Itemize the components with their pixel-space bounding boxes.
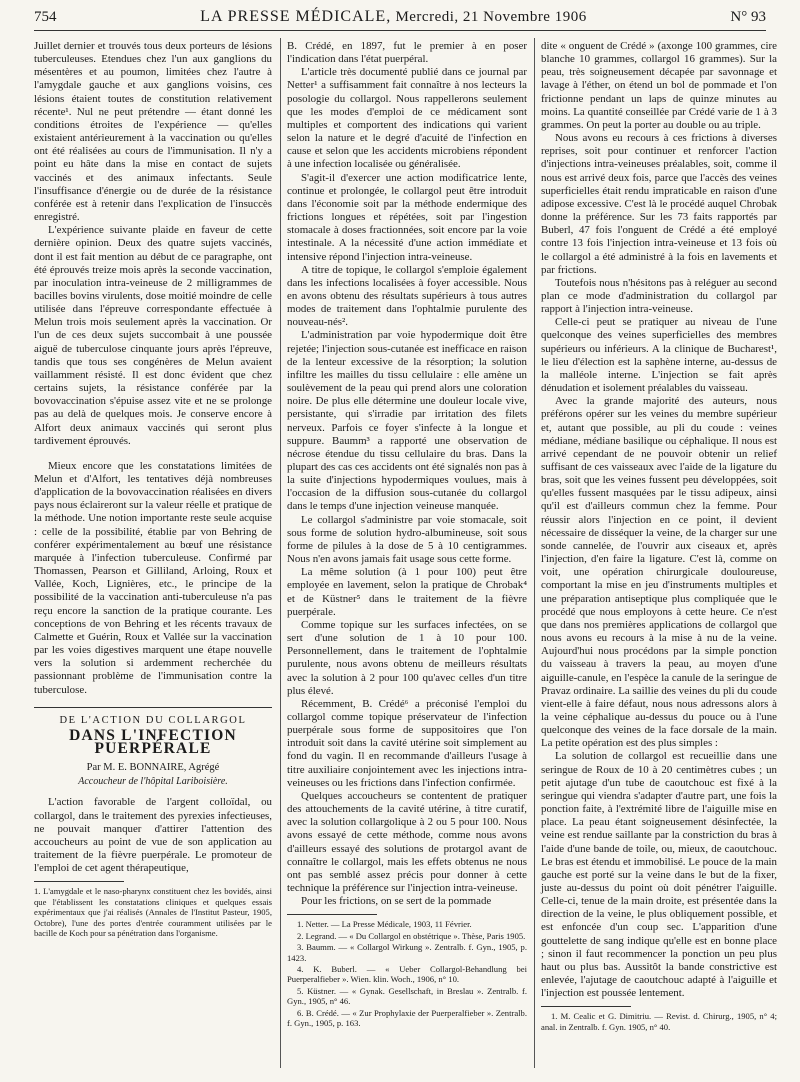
paragraph: Celle-ci peut se pratiquer au niveau de l'une quelconque des veines superficielles des membres supérieurs ou inférieurs. A la clinique de Bucharest¹, le lieu d'élection est la saphène interne, au-dessus de la malléole interne. L'injection se fait après dénudation et isolement préalables du vaisseau. bbox=[541, 316, 777, 395]
page-number: 754 bbox=[34, 9, 57, 25]
article-author: Par M. E. BONNAIRE, Agrégé bbox=[86, 762, 220, 774]
paragraph: L'administration par voie hypodermique doit être rejetée; l'injection sous-cutanée est inefficace en raison de la lenteur excessive de la résorption; la solution infiltre les mailles du tissu cellulaire : elle amène un soulèvement de la peau qui prend alors une coloration noire. De plus elle détermine une douleur locale vive, persistante, qui s'irradie par irritation des filets nerveux. Parfois ce foyer s'infecte à la longue et suppure. Baumm³ a rapporté une observation de nécrose étendue du tissu cellulaire du bras. Dans la plupart des cas ces accidents ont été signalés non pas à la suite d'injections hypodermiques voulues, mais à l'occasion de la diffusion sous-cutanée du collargol dans le temps d'une injection veineuse manquée. bbox=[287, 329, 527, 513]
footnote: 6. B. Crédé. — « Zur Prophylaxie der Puerperalfieber ». Zentralb. f. Gyn., 1905, p. 163. bbox=[287, 1007, 527, 1028]
paragraph: S'agit-il d'exercer une action modificatrice lente, continue et prolongée, le collargol peut être introduit dans l'économie soit par la méthode endermique des frictions longues et répétées, soit par l'ingestion stomacale à doses fractionnées, soit encore par la voie intestinale. A la nécessité d'une action immédiate et intensive répond l'injection intra-veineuse. bbox=[287, 171, 527, 263]
journal-title bbox=[200, 8, 587, 26]
paragraph: Le collargol s'administre par voie stomacale, soit sous forme de solution hydro-albumineuse, soit sous forme de pilules à la dose de 5 à 10 centigrammes. Nous n'en avons jamais fait usage sous cette forme. bbox=[287, 513, 527, 566]
footnote-separator bbox=[287, 914, 377, 915]
footnotes bbox=[34, 886, 272, 938]
footnote: 1. Netter. — La Presse Médicale, 1903, 11 Février. bbox=[297, 919, 472, 930]
divider bbox=[34, 707, 272, 708]
column-left bbox=[34, 40, 272, 1052]
footnote: 4. K. Buberl. — « Ueber Collargol-Behandlung bei Puerperalfieber ». Wien. klin. Woch., 1906, n° 10. bbox=[287, 963, 527, 985]
footnote: 5. Küstner. — « Gynak. Gesellschaft, in Breslau ». Zentralb. f. Gyn., 1905, n° 46. bbox=[287, 985, 527, 1007]
paragraph: Mieux encore que les constatations limitées de Melun et d'Alfort, les tentatives déjà nombreuses d'application de la bovovaccination réalisées en divers pays nous éclaireront sur la valeur réelle et pratique de la méthode. Une notion importante reste seule acquise : celle de la possibilité, établie par von Behring de conférer expérimentalement au bœuf une résistance marquée à l'infection tuberculeuse. Confirmé par Thomassen, Pearson et Gilliland, Arloing, Roux et Vallée, Koch, Lignières, etc., le principe de la possibilité de la vaccination anti-tuberculeuse n'a pas reçu encore la sanction de la pratique courante. Les conceptions de von Behring et les récents travaux de Calmette et Guérin, Roux et Vallée sur la vaccination par les voies digestives marquent une étape nouvelle vers la solution si ardemment recherchée du passionnant problème de l'immunisation contre la tuberculose. bbox=[34, 459, 272, 696]
footnote-separator bbox=[34, 881, 124, 882]
article-heading-block bbox=[34, 707, 272, 789]
paragraph: Juillet dernier et trouvés tous deux porteurs de lésions tuberculeuses. Etendues chez l'un aux ganglions du mésentères et au poumon, limitées chez l'autre à l'amygdale gauche et aux ganglions voisins, ces lésions étaient toutes de constitution relativement récente¹. Nul ne peut prétendre — étant donné les conditions étroites de l'expérience — qu'elles existaient antérieurement à la vaccination ou qu'elles ont été réalisées au cours de l'immunisation. Il n'y a point eu hâte dans la mise en contact de sujets vaccinés et des animaux infectants. Seule l'insuffisance d'énergie ou de durée de la résistance conférée est à retenir dans l'explication de l'insuccès enregistré. bbox=[34, 40, 272, 224]
column-right bbox=[541, 40, 777, 1052]
article-affiliation: Accoucheur de l'hôpital Lariboisière. bbox=[78, 776, 228, 788]
footnote: 3. Baumm. — « Collargol Wirkung ». Zentralb. f. Gyn., 1905, p. 1423. bbox=[287, 942, 527, 963]
paragraph: La même solution (à 1 pour 100) peut être employée en lavement, selon la pratique de Chrobak⁴ et de Küstner⁵ dans le traitement de la fièvre puerpérale. bbox=[287, 566, 527, 618]
paragraph: L'action favorable de l'argent colloïdal, ou collargol, dans le traitement des pyrexies infectieuses, ne pouvait manquer d'attirer l'attention des accoucheurs au point de vue de son application au traitement de la fièvre puerpérale. Le promoteur de l'emploi de cet agent thérapeutique, bbox=[34, 796, 272, 875]
footnote: 1. L'amygdale et le naso-pharynx constituent chez les bovidés, ainsi que l'établissent les constatations cliniques et quelques essais expérimentaux que j'ai réalisés (Annales de l'Institut Pasteur, 1905, Octobre), l'une des portes d'entrée couramment utilisées par le bacille de Koch pour sa pénétration dans l'organisme. bbox=[34, 886, 272, 938]
paragraph: Quelques accoucheurs se contentent de pratiquer des attouchements de la cavité utérine, à titre curatif, avec la solution collargolique à 2 ou 5 pour 100. Nous avons essayé de cette méthode, comme nous avons d'ailleurs essayé des solutions de protargol avant de connaître le collargol, mais les effets obtenus ne nous ont pas semblé assez précis pour donner à cette technique la préférence sur l'injection intra-veineuse. bbox=[287, 789, 527, 894]
footnotes bbox=[541, 1011, 777, 1032]
paragraph: dite « onguent de Crédé » (axonge 100 grammes, cire blanche 10 grammes, collargol 16 grammes). Sur la peau, très soigneusement décapée par savonnage et lavage à l'éther, on étend un bol de pommade et l'on frictionne pendant un laps de quinze minutes au moins. La quantité conseillée par Crédé varie de 1 à 3 grammes. On peut la porter au double ou au triple. bbox=[541, 40, 777, 131]
footnote: 2. Legrand. — « Du Collargol en obstétrique ». Thèse, Paris 1905. bbox=[297, 930, 526, 941]
paragraph: B. Crédé, en 1897, fut le premier à en poser l'indication dans l'état puerpéral. bbox=[287, 40, 527, 66]
paragraph: L'article très documenté publié dans ce journal par Netter¹ a suffisamment fait connaître à nos lecteurs la posologie du collargol. Nous rappellerons seulement que les modes d'emploi de ce médicament sont multiples et comportent des indications qui varient selon la nature et le degré d'acuité de l'infection en cause et selon que les accidents microbiens répondent à une infection localisée ou généralisée. bbox=[287, 66, 527, 171]
paragraph: Avec la grande majorité des auteurs, nous préférons opérer sur les veines du membre supérieur et, autant que possible, au pli du coude : veines médiane, médiane basilique ou céphalique. Il nous est arrivé cependant de ne pouvoir obtenir un relief suffisant de ces vaisseaux avec l'aide de la ligature du bras, soit que les veines fussent peu développées, soit qu'elles fussent masquées par le tissu adipeux, ainsi qu'il est d'ailleurs commun chez la femme. Pour réussir alors l'injection en ce point, il devient nécessaire de disséquer la veine, de la charger sur une sonde cannelée, de l'ouvrir aux ciseaux et, après l'injection, d'en faire la ligature. C'est là, comme on voit, une opération chirurgicale douloureuse, comportant la mise en jeu d'instruments multiples et une préparation antiseptique plus compliquée que le procédé que nous employons à cette heure. Ce n'est que dans nos premières applications de collargol que nous avons eu recours à la mise à nu de la veine. Aujourd'hui nous procédons par la simple ponction du vaisseau à travers la peau, au moyen d'une aiguille-canule, en l'espèce la canule de la seringue de Pravaz ordinaire. La saillie des veines du pli du coude vient-elle à faire défaut, nous nous adressons alors à la veine céphalique au-dessus du pouce ou à l'une quelconque des veines de la face dorsale de la main. La petite opération est des plus simples : bbox=[541, 395, 777, 750]
footnote-separator bbox=[541, 1006, 631, 1007]
paragraph: Pour les frictions, on se sert de la pommade bbox=[301, 895, 492, 908]
paragraph: Comme topique sur les surfaces infectées, on se sert d'une solution de 1 à 10 pour 100. Personnellement, dans le traitement de l'ophtalmie purulente, nous avons obtenu de meilleurs résultats avec la solution à 2 pour 100 qu'avec celles d'un titre plus élevé. bbox=[287, 618, 527, 697]
column-middle bbox=[287, 40, 527, 1052]
paragraph: La solution de collargol est recueillie dans une seringue de Roux de 10 à 20 centimètres cubes ; un petit ajutage d'un tube de caoutchouc est fixé à la seringue qui viendra s'adapter d'autre part, une fois la ponction faite, à l'extrémité libre de l'aiguille mise en place. La peau étant soigneusement désinfectée, la veine est rendue saillante par la constriction du bras à l'aide d'une bande de toile, ou, mieux, de caoutchouc. Le bras est étendu et immobilisé. Le pouce de la main gauche est porté sur la veine dans le but de la fixer, juste au-dessus du point où doit pénétrer l'aiguille. Celle-ci, tenue de la main droite, est présentée dans la direction de la veine, le plus obliquement possible, et est enfoncée d'un coup sec. L'apparition d'une gouttelette de sang indique qu'elle est en bonne place ; sinon il faut recommencer la ponction un peu plus haut ou plus bas. Aussitôt la bande constrictive est enlevée, l'ajutage de caoutchouc adapté à l'aiguille et l'injection est poussée lentement. bbox=[541, 750, 777, 1000]
column-rule bbox=[280, 38, 281, 1068]
article-title: DANS L'INFECTION PUERPÉRALE bbox=[69, 726, 237, 757]
paragraph: Nous avons eu recours à ces frictions à diverses reprises, soit pour continuer et renforcer l'action d'injections intra-veineuses préalables, soit, comme il nous est arrivé deux fois, parce que l'accès des veines superficielles était rendu impraticable en raison d'une adipose excessive. C'est là le procédé auquel Chrobak donne la préférence. Sur les 73 faits rapportés par Buberl, 47 fois l'onguent de Crédé a été employé contre 13 fois l'injection intra-veineuse et 13 fois où le collargol a été administré à la fois en lavements et par frictions. bbox=[541, 132, 777, 276]
journal-title-part-b: MÉDICALE, bbox=[295, 8, 392, 25]
article-kicker: DE L'ACTION DU COLLARGOL bbox=[59, 714, 247, 726]
page-header bbox=[34, 8, 766, 31]
issue-date: Mercredi, 21 Novembre 1906 bbox=[395, 9, 587, 25]
paragraph: L'expérience suivante plaide en faveur de cette dernière opinion. Deux des quatre sujets vaccinés, dont il est fait mention au début de ce paragraphe, ont été éprouvés treize mois après la seconde vaccination, par inoculation intra-veineuse de 2 milligrammes de bacilles bovins virulents, dose moitié moindre de celle utilisée dans l'épreuve correspondante effectuée à Melun trois mois seulement après la vaccination. Or l'un de ces deux sujets succombait à une poussée aiguë de tuberculose cinquante jours après l'épreuve, tandis que tous ses congénères de Melun avaient vaillamment résisté. Il est donc évident que chez certains sujets, la résistance conférée par la bovovaccination s'épuise assez vite et ne se prolonge pas au delà de quelques mois. Je conserve encore à Alfort deux animaux vaccinés qui seront plus tardivement éprouvés. bbox=[34, 224, 272, 447]
paragraph: A titre de topique, le collargol s'emploie également dans les infections localisées à foyer accessible. Nous en avons obtenu des résultats supérieurs à tous autres modes de traitement dans l'ophtalmie purulente des nouveau-nés². bbox=[287, 263, 527, 329]
paragraph: Toutefois nous n'hésitons pas à reléguer au second plan ce mode d'administration du collargol par rapport à l'injection intra-veineuse. bbox=[541, 276, 777, 316]
issue-number: N° 93 bbox=[730, 9, 766, 25]
footnotes bbox=[287, 919, 527, 1028]
paragraph: Récemment, B. Crédé⁶ a préconisé l'emploi du collargol comme topique préservateur de l'infection puerpérale sous forme de suppositoires que l'on introduit soit dans la cavité utérine soit simplement au fond du vagin. Il en recommande d'ailleurs l'usage à titre auxiliaire conjointement avec les injections intra-veineuses ou les frictions dans l'infection confirmée. bbox=[287, 697, 527, 789]
footnote: 1. M. Cealic et G. Dimitriu. — Revist. d. Chirurg., 1905, n° 4; anal. in Zentralb. f. Gyn. 1905, n° 40. bbox=[541, 1011, 777, 1032]
journal-title-part-a: LA PRESSE bbox=[200, 8, 296, 25]
column-rule bbox=[534, 38, 535, 1068]
